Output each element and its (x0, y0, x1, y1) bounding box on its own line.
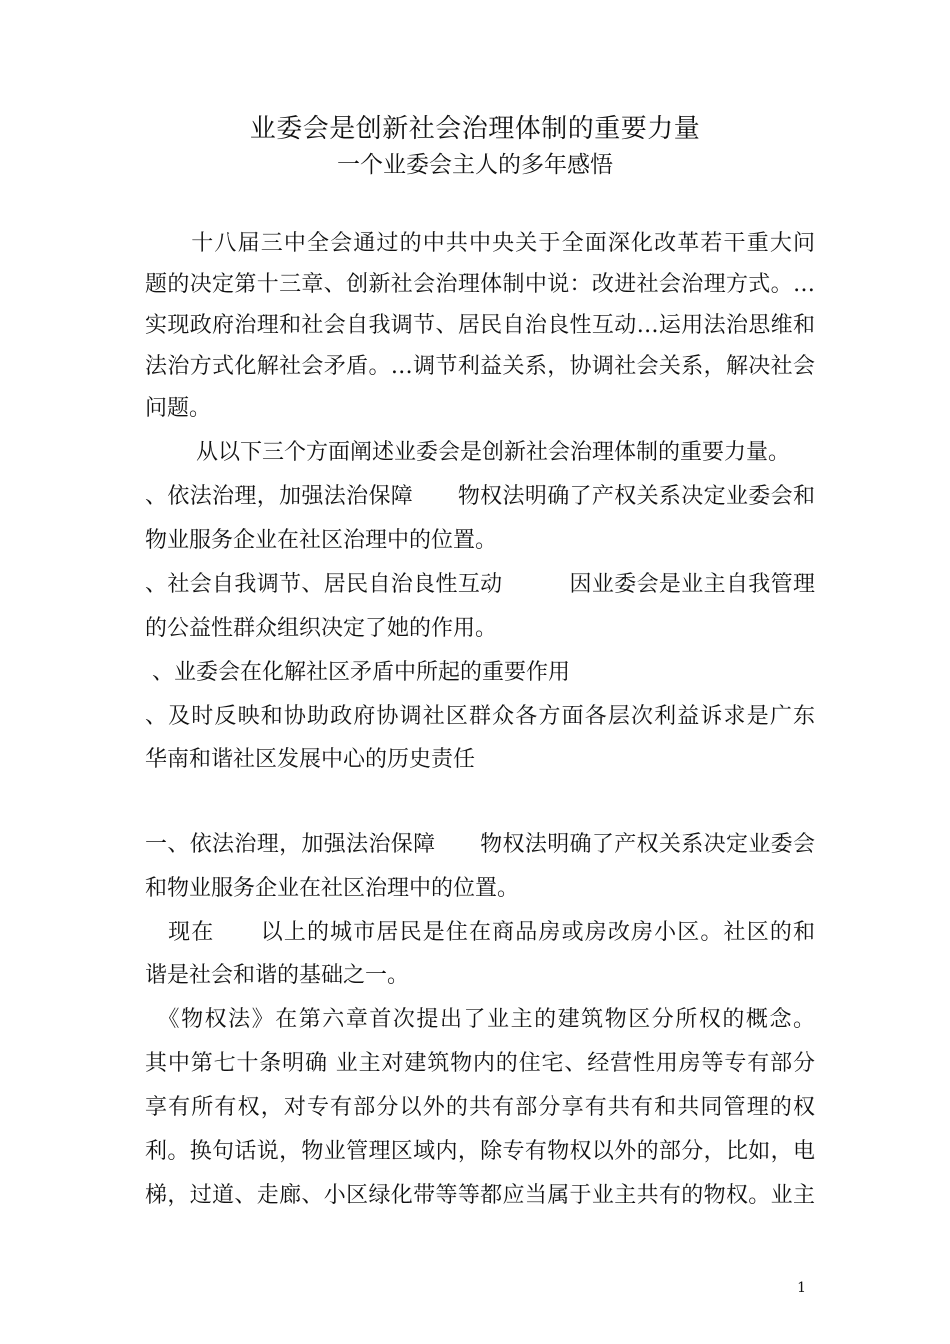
paragraph-line: 十八届三中全会通过的中共中央关于全面深化改革若干重大问 (145, 231, 815, 256)
paragraph-line: 谐是社会和谐的基础之一。 (145, 963, 410, 988)
list-item-line: 、社会自我调节、居民自治良性互动 因业委会是业主自我管理 (145, 572, 815, 597)
paragraph-line: 实现政府治理和社会自我调节、居民自治良性互动…运用法治思维和 (145, 313, 815, 338)
paragraph-line: 法治方式化解社会矛盾。…调节利益关系，协调社会关系，解决社会 (145, 354, 815, 379)
document-title: 业委会是创新社会治理体制的重要力量 (249, 114, 701, 144)
list-item-line: 华南和谐社区发展中心的历史责任 (145, 747, 476, 772)
paragraph-line: 享有所有权，对专有部分以外的共有部分享有共有和共同管理的权 (145, 1095, 815, 1120)
paragraph-line: 利。换句话说，物业管理区域内，除专有物权以外的部分，比如，电 (145, 1139, 815, 1164)
paragraph-line: 《物权法》在第六章首次提出了业主的建筑物区分所权的概念。 (145, 1007, 815, 1032)
paragraph-line: 问题。 (145, 396, 212, 421)
paragraph-line: 梯，过道、走廊、小区绿化带等等都应当属于业主共有的物权。业主 (145, 1183, 815, 1208)
list-item-line: 物业服务企业在社区治理中的位置。 (145, 528, 498, 553)
document-subtitle: 一个业委会主人的多年感悟 (337, 152, 613, 178)
paragraph-line: 其中第七十条明确 业主对建筑物内的住宅、经营性用房等专有部分 (145, 1051, 815, 1076)
section-heading-line: 和物业服务企业在社区治理中的位置。 (145, 876, 520, 901)
list-item-line: 、业委会在化解社区矛盾中所起的重要作用 (145, 660, 570, 685)
section-heading-line: 一、依法治理，加强法治保障 物权法明确了产权关系决定业委会 (145, 832, 815, 857)
list-item-line: 、及时反映和协助政府协调社区群众各方面各层次利益诉求是广东 (145, 704, 815, 729)
list-item-line: 的公益性群众组织决定了她的作用。 (145, 616, 498, 641)
page-number: 1 (797, 1280, 806, 1296)
paragraph-line: 题的决定第十三章、创新社会治理体制中说：改进社会治理方式。… (145, 272, 815, 297)
paragraph-line: 现在 以上的城市居民是住在商品房或房改房小区。社区的和 (145, 920, 815, 945)
list-item-line: 、依法治理，加强法治保障 物权法明确了产权关系决定业委会和 (145, 484, 815, 509)
paragraph-line: 从以下三个方面阐述业委会是创新社会治理体制的重要力量。 (145, 440, 790, 465)
